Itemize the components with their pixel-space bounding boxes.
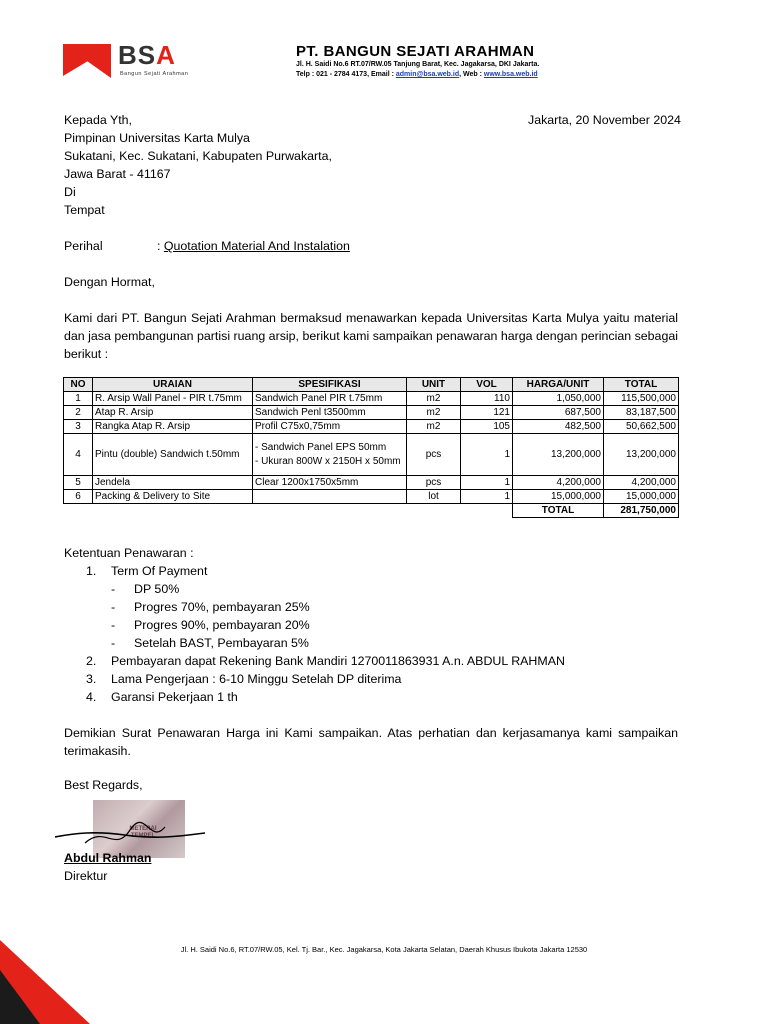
total-value: 281,750,000 <box>604 504 679 518</box>
table-row <box>64 392 679 406</box>
terms-item-2: Pembayaran dapat Rekening Bank Mandiri 1270011863931 A.n. ABDUL RAHMAN <box>111 654 565 668</box>
table-total-row <box>64 504 679 518</box>
cell-vol: 1 <box>461 434 513 476</box>
cell-harga: 482,500 <box>513 420 604 434</box>
cell-unit: pcs <box>407 476 461 490</box>
terms-title: Ketentuan Penawaran : <box>64 546 194 560</box>
cell-no: 4 <box>64 434 93 476</box>
regards: Best Regards, <box>64 778 143 792</box>
footer-address: Jl. H. Saidi No.6, RT.07/RW.05, Kel. Tj. Bar., Kec. Jagakarsa, Kota Jakarta Selatan, Daerah Khusus Ibukota Jakarta 12530 <box>180 945 588 954</box>
cell-spec: Clear 1200x1750x5mm <box>253 476 407 490</box>
cell-no: 1 <box>64 392 93 406</box>
col-header-no: NO <box>64 378 93 392</box>
cell-unit: pcs <box>407 434 461 476</box>
table-row <box>64 490 679 504</box>
closing-paragraph: Demikian Surat Penawaran Harga ini Kami sampaikan. Atas perhatian dan kerjasamanya kami sampaikan terimakasih. <box>64 726 678 758</box>
cell-uraian: Atap R. Arsip <box>93 406 253 420</box>
cell-uraian: R. Arsip Wall Panel - PIR t.75mm <box>93 392 253 406</box>
cell-total: 50,662,500 <box>604 420 679 434</box>
web-link[interactable]: www.bsa.web.id <box>483 71 538 78</box>
terms-num: 2. <box>86 654 97 668</box>
cell-no: 6 <box>64 490 93 504</box>
terms-num: 3. <box>86 672 97 686</box>
cell-harga: 1,050,000 <box>513 392 604 406</box>
quotation-table <box>63 377 679 518</box>
table-row <box>64 476 679 490</box>
recipient-block: Kepada Yth, Pimpinan Universitas Karta Mulya Sukatani, Kec. Sukatani, Kabupaten Purwakarta, Jawa Barat - 41167 Di Tempat <box>64 113 332 217</box>
cell-spec <box>253 434 407 476</box>
email-link[interactable]: admin@bsa.web.id <box>395 71 460 78</box>
cell-vol: 1 <box>461 476 513 490</box>
greeting: Dengan Hormat, <box>64 275 155 289</box>
cell-total: 83,187,500 <box>604 406 679 420</box>
signer-name: Abdul Rahman <box>64 851 152 865</box>
cell-unit: m2 <box>407 406 461 420</box>
terms-num: 4. <box>86 690 97 704</box>
terms-sub-item: DP 50% <box>134 582 180 596</box>
terms-num: 1. <box>86 564 97 578</box>
cell-uraian: Rangka Atap R. Arsip <box>93 420 253 434</box>
total-label: TOTAL <box>513 504 604 518</box>
cell-unit: m2 <box>407 392 461 406</box>
col-header-total: TOTAL <box>604 378 679 392</box>
terms-item-1: Term Of Payment <box>111 564 208 578</box>
cell-total: 115,500,000 <box>604 392 679 406</box>
intro-paragraph: Kami dari PT. Bangun Sejati Arahman bermaksud menawarkan kepada Universitas Karta Mulya yaitu material dan jasa pembangunan partisi ruang arsip, berikut kami sampaikan penawaran harga dengan perincian sebagai berikut : <box>64 311 678 361</box>
cell-spec: Sandwich Penl t3500mm <box>253 406 407 420</box>
cell-total: 13,200,000 <box>604 434 679 476</box>
dash: - <box>111 618 116 632</box>
dash: - <box>111 600 116 614</box>
terms-sub-item: Setelah BAST, Pembayaran 5% <box>134 636 309 650</box>
terms-item-4: Garansi Pekerjaan 1 th <box>111 690 238 704</box>
company-address: Jl. H. Saidi No.6 RT.07/RW.05 Tanjung Barat, Kec. Jagakarsa, DKI Jakarta. Telp : 021 - 2784 4173, Email : admin@bsa.web.id, Web : www.bsa.web.id <box>296 61 540 78</box>
cell-total: 4,200,000 <box>604 476 679 490</box>
cell-no: 5 <box>64 476 93 490</box>
cell-harga: 4,200,000 <box>513 476 604 490</box>
cell-vol: 1 <box>461 490 513 504</box>
cell-unit: lot <box>407 490 461 504</box>
col-header-unit: UNIT <box>407 378 461 392</box>
dash: - <box>111 582 116 596</box>
cell-uraian: Packing & Delivery to Site <box>93 490 253 504</box>
cell-vol: 121 <box>461 406 513 420</box>
cell-harga: 687,500 <box>513 406 604 420</box>
subject-label: Perihal <box>64 239 103 253</box>
table-row <box>64 434 679 476</box>
terms-item-3: Lama Pengerjaan : 6-10 Minggu Setelah DP diterima <box>111 672 402 686</box>
cell-vol: 105 <box>461 420 513 434</box>
cell-no: 2 <box>64 406 93 420</box>
terms-sub-item: Progres 90%, pembayaran 20% <box>134 618 310 632</box>
cell-harga: 15,000,000 <box>513 490 604 504</box>
cell-harga: 13,200,000 <box>513 434 604 476</box>
cell-uraian: Pintu (double) Sandwich t.50mm <box>93 434 253 476</box>
col-header-harga: HARGA/UNIT <box>513 378 604 392</box>
col-header-uraian: URAIAN <box>93 378 253 392</box>
company-name: PT. BANGUN SEJATI ARAHMAN <box>296 43 535 60</box>
logo-subtitle: Bangun Sejati Arahman <box>120 71 189 77</box>
cell-uraian: Jendela <box>93 476 253 490</box>
cell-spec: Sandwich Panel PIR t.75mm <box>253 392 407 406</box>
cell-vol: 110 <box>461 392 513 406</box>
company-logo-icon <box>63 42 111 78</box>
spec-line: - Sandwich Panel EPS 50mm <box>255 441 387 453</box>
logo-text: BSA <box>118 40 176 70</box>
cell-unit: m2 <box>407 420 461 434</box>
dash: - <box>111 636 116 650</box>
col-header-vol: VOL <box>461 378 513 392</box>
spec-line: - Ukuran 800W x 2150H x 50mm <box>255 455 401 467</box>
col-header-spesifikasi: SPESIFIKASI <box>253 378 407 392</box>
table-row <box>64 406 679 420</box>
table-row <box>64 420 679 434</box>
cell-spec <box>253 490 407 504</box>
cell-no: 3 <box>64 420 93 434</box>
stamp-text: METERAI TEMPEL <box>129 826 157 839</box>
cell-spec: Profil C75x0,75mm <box>253 420 407 434</box>
cell-total: 15,000,000 <box>604 490 679 504</box>
table-header-row <box>64 378 679 392</box>
letter-date: Jakarta, 20 November 2024 <box>528 113 681 127</box>
terms-sub-item: Progres 70%, pembayaran 25% <box>134 600 310 614</box>
signer-title: Direktur <box>64 869 108 883</box>
subject: : Quotation Material And Instalation <box>157 239 350 253</box>
